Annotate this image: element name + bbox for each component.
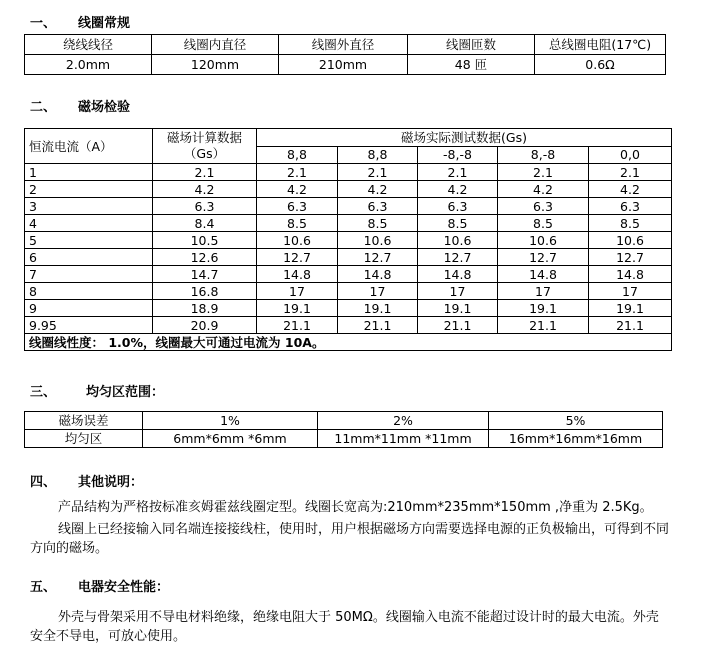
table-row <box>25 300 672 317</box>
spec-header: 线圈外直径 <box>279 35 408 55</box>
spec-header: 线圈内直径 <box>152 35 279 55</box>
zone-value: 11mm*11mm *11mm <box>318 430 489 448</box>
measured-cell: 17 <box>418 283 498 300</box>
terminal-paragraph: 线圈上已经接输入同名端连接接线柱，使用时，用户根据磁场方向需要选择电源的正负极输出，可得到不同方向的磁场。 <box>30 522 670 556</box>
measured-cell: 14.8 <box>338 266 418 283</box>
position-header: -8,-8 <box>418 146 498 164</box>
section3-number: 三、 <box>30 385 57 400</box>
measured-cell: 8.5 <box>257 215 338 232</box>
measured-cell: 10.6 <box>338 232 418 249</box>
zone-value: 16mm*16mm*16mm <box>489 430 663 448</box>
current-cell: 3 <box>25 198 153 215</box>
section1-title: 线圈常规 <box>78 16 131 31</box>
position-header: 8,8 <box>338 146 418 164</box>
current-cell: 9 <box>25 300 153 317</box>
calc-cell: 2.1 <box>153 164 257 181</box>
section1-number: 一、 <box>30 16 57 31</box>
measured-cell: 6.3 <box>257 198 338 215</box>
measured-cell: 8.5 <box>589 215 672 232</box>
measured-cell: 2.1 <box>589 164 672 181</box>
measured-cell: 14.8 <box>257 266 338 283</box>
measured-cell: 6.3 <box>338 198 418 215</box>
uniform-zone-table <box>24 411 663 448</box>
zone-value: 6mm*6mm *6mm <box>143 430 318 448</box>
measured-cell: 6.3 <box>589 198 672 215</box>
calc-cell: 16.8 <box>153 283 257 300</box>
current-header: 恒流电流（A） <box>25 129 153 164</box>
position-header: 0,0 <box>589 146 672 164</box>
calc-cell: 20.9 <box>153 317 257 334</box>
measured-cell: 17 <box>257 283 338 300</box>
error-value: 5% <box>489 412 663 430</box>
zone-label: 均匀区 <box>25 430 143 448</box>
calc-cell: 14.7 <box>153 266 257 283</box>
calc-cell: 10.5 <box>153 232 257 249</box>
calc-cell: 12.6 <box>153 249 257 266</box>
measured-cell: 14.8 <box>418 266 498 283</box>
calc-cell: 18.9 <box>153 300 257 317</box>
spec-value: 0.6Ω <box>535 55 666 75</box>
measured-cell: 8.5 <box>338 215 418 232</box>
table-row <box>25 35 666 55</box>
safety-paragraph: 外壳与骨架采用不导电材料绝缘，绝缘电阻大于 50MΩ。线圈输入电流不能超过设计时的最大电流。外壳安全不导电，可放心使用。 <box>30 610 659 644</box>
measured-cell: 21.1 <box>498 317 589 334</box>
spec-value: 2.0mm <box>25 55 152 75</box>
error-value: 2% <box>318 412 489 430</box>
table-row <box>25 249 672 266</box>
measured-cell: 4.2 <box>338 181 418 198</box>
measured-cell: 19.1 <box>498 300 589 317</box>
section2-heading <box>30 96 130 115</box>
section2-number: 二、 <box>30 100 57 115</box>
error-label: 磁场误差 <box>25 412 143 430</box>
table-row <box>25 430 663 448</box>
measured-cell: 21.1 <box>589 317 672 334</box>
current-cell: 6 <box>25 249 153 266</box>
measured-cell: 2.1 <box>418 164 498 181</box>
measured-cell: 6.3 <box>418 198 498 215</box>
section3-heading <box>30 381 164 400</box>
measured-cell: 19.1 <box>338 300 418 317</box>
section2-title: 磁场检验 <box>78 100 131 115</box>
measured-header: 磁场实际测试数据(Gs) <box>257 129 672 147</box>
spec-value: 120mm <box>152 55 279 75</box>
table-row <box>25 334 672 351</box>
spec-header: 线圈匝数 <box>408 35 535 55</box>
table-row <box>25 266 672 283</box>
current-cell: 8 <box>25 283 153 300</box>
measured-cell: 6.3 <box>498 198 589 215</box>
table-row <box>25 129 672 147</box>
measured-cell: 12.7 <box>589 249 672 266</box>
table-row <box>25 215 672 232</box>
section5-title: 电器安全性能： <box>78 580 170 595</box>
measured-cell: 4.2 <box>589 181 672 198</box>
measured-cell: 4.2 <box>498 181 589 198</box>
table-row <box>25 412 663 430</box>
measured-cell: 2.1 <box>257 164 338 181</box>
table-row <box>25 164 672 181</box>
measured-cell: 21.1 <box>418 317 498 334</box>
measured-cell: 10.6 <box>589 232 672 249</box>
measured-cell: 10.6 <box>257 232 338 249</box>
table-row <box>25 198 672 215</box>
structure-paragraph: 产品结构为严格按标准亥姆霍兹线圈定型。线圈长宽高为:210mm*235mm*150mm ,净重为 2.5Kg。 <box>58 500 653 515</box>
measured-cell: 17 <box>498 283 589 300</box>
measured-cell: 19.1 <box>589 300 672 317</box>
measured-cell: 21.1 <box>338 317 418 334</box>
measured-cell: 8.5 <box>418 215 498 232</box>
current-cell: 7 <box>25 266 153 283</box>
section5-number: 五、 <box>30 580 57 595</box>
spec-header: 总线圈电阻(17℃) <box>535 35 666 55</box>
measured-cell: 14.8 <box>498 266 589 283</box>
position-header: 8,-8 <box>498 146 589 164</box>
measured-cell: 2.1 <box>498 164 589 181</box>
current-cell: 4 <box>25 215 153 232</box>
table-row <box>25 55 666 75</box>
calc-header: 磁场计算数据（Gs） <box>153 129 257 164</box>
magnetic-test-table <box>24 128 672 351</box>
measured-cell: 12.7 <box>338 249 418 266</box>
spec-header: 绕线线径 <box>25 35 152 55</box>
spec-value: 210mm <box>279 55 408 75</box>
table-row <box>25 232 672 249</box>
section4-heading <box>30 471 143 490</box>
linearity-note: 线圈线性度： 1.0%，线圈最大可通过电流为 10A。 <box>25 334 672 351</box>
section3-title: 均匀区范围： <box>86 385 165 400</box>
measured-cell: 19.1 <box>418 300 498 317</box>
table-row <box>25 317 672 334</box>
measured-cell: 12.7 <box>418 249 498 266</box>
measured-cell: 8.5 <box>498 215 589 232</box>
measured-cell: 4.2 <box>257 181 338 198</box>
measured-cell: 2.1 <box>338 164 418 181</box>
spec-value: 48 匝 <box>408 55 535 75</box>
table-row <box>25 283 672 300</box>
table-row <box>25 181 672 198</box>
position-header: 8,8 <box>257 146 338 164</box>
measured-cell: 14.8 <box>589 266 672 283</box>
measured-cell: 19.1 <box>257 300 338 317</box>
current-cell: 2 <box>25 181 153 198</box>
section4-number: 四、 <box>30 475 57 490</box>
measured-cell: 17 <box>589 283 672 300</box>
section4-title: 其他说明： <box>78 475 144 490</box>
measured-cell: 10.6 <box>498 232 589 249</box>
current-cell: 9.95 <box>25 317 153 334</box>
current-cell: 1 <box>25 164 153 181</box>
coil-spec-table <box>24 34 666 75</box>
measured-cell: 21.1 <box>257 317 338 334</box>
section1-heading <box>30 12 130 31</box>
measured-cell: 10.6 <box>418 232 498 249</box>
measured-cell: 4.2 <box>418 181 498 198</box>
error-value: 1% <box>143 412 318 430</box>
calc-cell: 6.3 <box>153 198 257 215</box>
measured-cell: 12.7 <box>257 249 338 266</box>
section5-heading <box>30 576 169 595</box>
measured-cell: 17 <box>338 283 418 300</box>
calc-cell: 8.4 <box>153 215 257 232</box>
measured-cell: 12.7 <box>498 249 589 266</box>
current-cell: 5 <box>25 232 153 249</box>
calc-cell: 4.2 <box>153 181 257 198</box>
